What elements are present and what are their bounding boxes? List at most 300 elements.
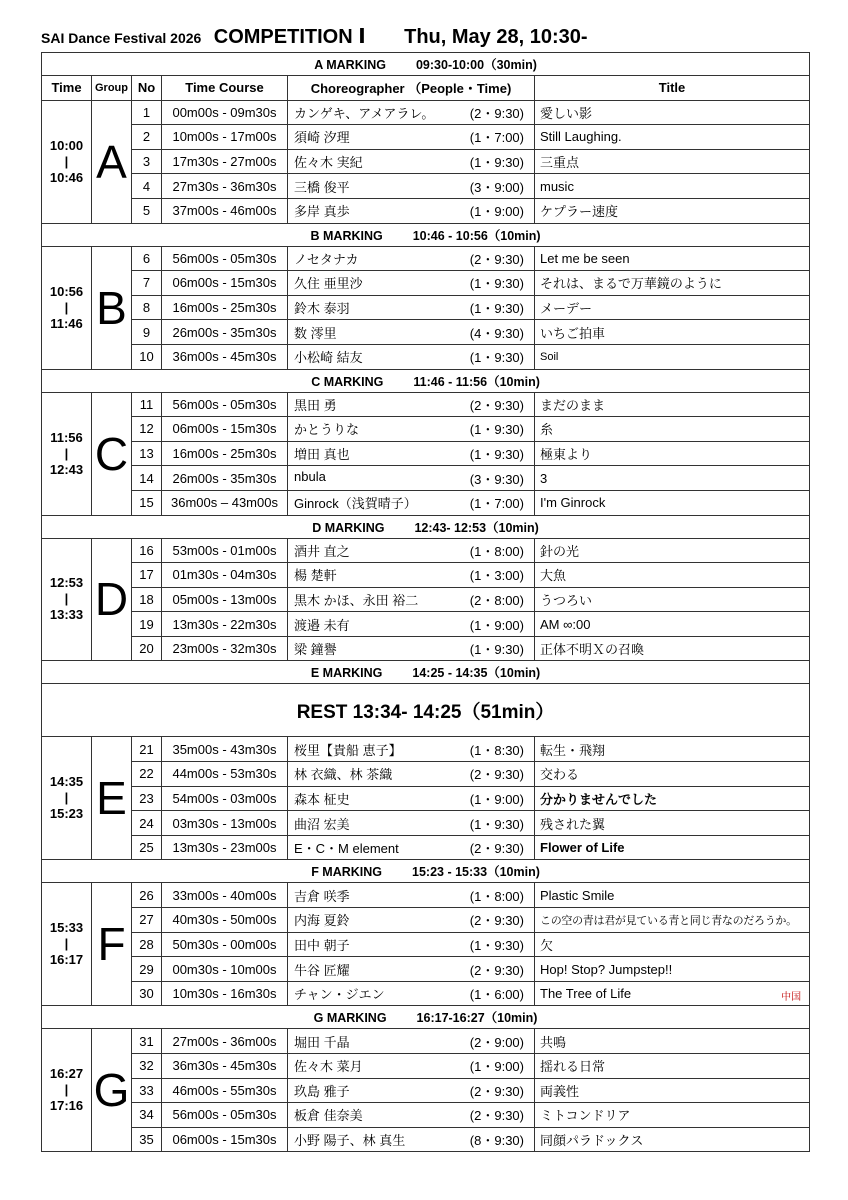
time-separator: |	[64, 790, 69, 806]
choreographer-name: 佐々木 菜月	[294, 1059, 363, 1075]
people-time: (1・8:00)	[469, 888, 524, 904]
title-cell	[535, 811, 810, 836]
entry-number: 32	[132, 1054, 162, 1079]
table-row	[42, 1078, 810, 1103]
title-cell	[535, 1127, 810, 1152]
entry-number: 23	[132, 786, 162, 811]
page-header	[41, 24, 588, 52]
marking-label: B MARKING	[310, 228, 383, 243]
title-cell	[535, 563, 810, 588]
choreographer-name: 桜里【貴船 恵子】	[294, 742, 402, 758]
people-time: (2・9:30)	[469, 1083, 524, 1099]
marking-label: F MARKING	[311, 865, 383, 880]
group-letter: A	[92, 100, 132, 223]
entry-number: 15	[132, 490, 162, 515]
table-row	[42, 466, 810, 491]
marking-label: C MARKING	[311, 374, 384, 389]
title-cell	[535, 957, 810, 982]
title-cell	[535, 125, 810, 150]
time-course: 50m30s - 00m00s	[162, 932, 288, 957]
time-course: 35m00s - 43m30s	[162, 737, 288, 762]
time-course: 00m00s - 09m30s	[162, 100, 288, 125]
choreographer-name: 黒木 かほ、永田 裕二	[294, 592, 419, 608]
people-time: (8・9:30)	[469, 1133, 524, 1149]
choreographer-name: かとうりな	[294, 422, 360, 438]
time-course: 36m00s – 43m00s	[162, 490, 288, 515]
people-time: (1・7:00)	[469, 130, 524, 146]
group-letter: E	[92, 737, 132, 860]
time-separator: |	[64, 299, 69, 315]
marking-row-b	[42, 223, 810, 246]
choreographer-cell	[288, 466, 535, 491]
choreographer-name: E・C・M element	[294, 841, 399, 857]
marking-label: A MARKING	[314, 58, 386, 72]
work-title: 分かりませんでした	[540, 791, 658, 807]
work-title: I'm Ginrock	[540, 495, 606, 511]
time-course: 10m30s - 16m30s	[162, 981, 288, 1006]
choreographer-name: 佐々木 実紀	[294, 155, 363, 171]
time-course: 56m00s - 05m30s	[162, 392, 288, 417]
people-time: (2・9:30)	[469, 767, 524, 783]
title-cell	[535, 320, 810, 345]
table-row	[42, 198, 810, 223]
group-time-range	[42, 737, 92, 860]
marking-cell	[42, 369, 810, 392]
entry-number: 20	[132, 636, 162, 661]
title-cell	[535, 100, 810, 125]
time-course: 17m30s - 27m00s	[162, 149, 288, 174]
group-time-range	[42, 1029, 92, 1152]
title-cell	[535, 932, 810, 957]
marking-time: 11:46 - 11:56（10min)	[413, 374, 540, 389]
work-title: 両義性	[540, 1083, 580, 1099]
time-end: 17:16	[49, 1098, 84, 1114]
choreographer-name: 久住 亜里沙	[294, 276, 363, 292]
table-row	[42, 587, 810, 612]
entry-number: 12	[132, 417, 162, 442]
marking-label: G MARKING	[313, 1011, 387, 1026]
people-time: (3・9:00)	[469, 179, 524, 195]
time-course: 16m00s - 25m30s	[162, 441, 288, 466]
work-title: Soil	[540, 350, 559, 363]
time-course: 36m30s - 45m30s	[162, 1054, 288, 1079]
entry-number: 17	[132, 563, 162, 588]
time-course: 54m00s - 03m00s	[162, 786, 288, 811]
marking-time: 12:43- 12:53（10min)	[414, 520, 539, 535]
choreographer-cell	[288, 932, 535, 957]
time-course: 46m00s - 55m30s	[162, 1078, 288, 1103]
table-row	[42, 174, 810, 199]
people-time: (3・9:30)	[469, 471, 524, 487]
entry-number: 24	[132, 811, 162, 836]
festival-name: SAI Dance Festival 2026	[41, 30, 202, 46]
time-course: 13m30s - 23m00s	[162, 835, 288, 860]
entry-number: 18	[132, 587, 162, 612]
marking-row-g	[42, 1006, 810, 1029]
time-end: 13:33	[49, 607, 84, 623]
choreographer-cell	[288, 295, 535, 320]
people-time: (2・8:00)	[469, 592, 524, 608]
group-letter: F	[92, 883, 132, 1006]
time-course: 10m00s - 17m00s	[162, 125, 288, 150]
group-time-range	[42, 538, 92, 661]
people-time: (1・9:30)	[469, 816, 524, 832]
choreographer-cell	[288, 908, 535, 933]
table-row	[42, 811, 810, 836]
work-title: メーデー	[540, 301, 593, 317]
time-course: 44m00s - 53m30s	[162, 762, 288, 787]
work-title: 交わる	[540, 767, 580, 783]
column-header-row	[42, 76, 810, 101]
entry-number: 9	[132, 320, 162, 345]
people-time: (2・9:00)	[469, 1034, 524, 1050]
choreographer-name: 三橋 俊平	[294, 179, 350, 195]
work-title: Still Laughing.	[540, 129, 622, 145]
entry-number: 22	[132, 762, 162, 787]
table-row	[42, 100, 810, 125]
title-cell	[535, 835, 810, 860]
title-cell	[535, 490, 810, 515]
time-course: 56m00s - 05m30s	[162, 1103, 288, 1128]
title-cell	[535, 246, 810, 271]
choreographer-name: 田中 朝子	[294, 937, 350, 953]
choreographer-name: ノセタナカ	[294, 251, 359, 267]
people-time: (1・9:30)	[469, 301, 524, 317]
choreographer-cell	[288, 737, 535, 762]
work-title: Let me be seen	[540, 250, 630, 266]
choreographer-name: 内海 夏鈴	[294, 913, 350, 929]
marking-row-f	[42, 860, 810, 883]
table-row	[42, 762, 810, 787]
choreographer-cell	[288, 198, 535, 223]
table-row	[42, 490, 810, 515]
choreographer-cell	[288, 538, 535, 563]
table-row	[42, 737, 810, 762]
people-time: (1・3:00)	[469, 568, 524, 584]
people-time: (1・9:30)	[469, 276, 524, 292]
people-time: (1・8:00)	[469, 543, 524, 559]
choreographer-cell	[288, 883, 535, 908]
work-title: 愛しい影	[540, 105, 593, 121]
time-end: 16:17	[49, 952, 84, 968]
choreographer-name: 楊 楚軒	[294, 568, 337, 584]
choreographer-name: 牛谷 匠耀	[294, 962, 350, 978]
time-start: 14:35	[49, 774, 84, 790]
time-start: 10:56	[49, 283, 84, 299]
work-title: Hop! Stop? Jumpstep!!	[540, 961, 673, 977]
time-course: 40m30s - 50m00s	[162, 908, 288, 933]
entry-number: 2	[132, 125, 162, 150]
title-cell	[535, 271, 810, 296]
entry-number: 28	[132, 932, 162, 957]
choreographer-name: 渡邉 未有	[294, 617, 350, 633]
table-row	[42, 149, 810, 174]
group-time-range	[42, 100, 92, 223]
choreographer-cell	[288, 957, 535, 982]
title-cell	[535, 417, 810, 442]
marking-cell	[42, 661, 810, 684]
work-title: 3	[540, 470, 548, 486]
title-cell	[535, 908, 810, 933]
title-cell	[535, 786, 810, 811]
work-title: Plastic Smile	[540, 887, 615, 903]
people-time: (1・9:00)	[469, 617, 524, 633]
choreographer-name: 小松崎 結友	[294, 350, 363, 366]
choreographer-name: 増田 真也	[294, 447, 350, 463]
work-title: 欠	[540, 937, 554, 953]
time-course: 26m00s - 35m30s	[162, 320, 288, 345]
choreographer-name: チャン・ジエン	[294, 987, 385, 1003]
choreographer-name: 玖島 雅子	[294, 1083, 350, 1099]
time-separator: |	[64, 153, 69, 169]
country-badge: 中国	[781, 991, 802, 1003]
people-time: (1・9:30)	[469, 155, 524, 171]
work-title: まだのまま	[540, 397, 606, 413]
people-time: (2・9:30)	[469, 962, 524, 978]
time-course: 23m00s - 32m30s	[162, 636, 288, 661]
table-row	[42, 441, 810, 466]
entry-number: 19	[132, 612, 162, 637]
people-time: (2・9:30)	[469, 841, 524, 857]
people-time: (1・9:00)	[469, 1059, 524, 1075]
time-start: 15:33	[49, 920, 84, 936]
choreographer-name: 森本 柾史	[294, 791, 350, 807]
time-course: 13m30s - 22m30s	[162, 612, 288, 637]
time-start: 12:53	[49, 575, 84, 591]
time-separator: |	[64, 936, 69, 952]
entry-number: 29	[132, 957, 162, 982]
table-row	[42, 271, 810, 296]
table-row	[42, 1029, 810, 1054]
time-start: 11:56	[50, 429, 83, 445]
choreographer-name: nbula	[294, 468, 326, 484]
title-cell	[535, 441, 810, 466]
time-course: 27m30s - 36m30s	[162, 174, 288, 199]
people-time: (2・9:30)	[469, 105, 524, 121]
people-time: (1・9:00)	[469, 791, 524, 807]
marking-row-d	[42, 515, 810, 538]
time-course: 53m00s - 01m00s	[162, 538, 288, 563]
table-row	[42, 295, 810, 320]
table-row	[42, 612, 810, 637]
entry-number: 27	[132, 908, 162, 933]
entry-number: 31	[132, 1029, 162, 1054]
time-end: 10:46	[49, 169, 84, 185]
choreographer-name: 鈴木 泰羽	[294, 301, 350, 317]
choreographer-cell	[288, 762, 535, 787]
group-letter: C	[92, 392, 132, 515]
time-course: 26m00s - 35m30s	[162, 466, 288, 491]
time-separator: |	[64, 1082, 69, 1098]
title-cell	[535, 344, 810, 369]
people-time: (2・9:30)	[469, 397, 524, 413]
table-row	[42, 417, 810, 442]
choreographer-cell	[288, 612, 535, 637]
marking-time: 09:30-10:00（30min)	[415, 58, 537, 72]
choreographer-name: 林 衣織、林 茶織	[294, 767, 393, 783]
time-course: 56m00s - 05m30s	[162, 246, 288, 271]
choreographer-name: 曲沼 宏美	[294, 816, 350, 832]
choreographer-cell	[288, 835, 535, 860]
people-time: (1・9:30)	[469, 447, 524, 463]
choreographer-name: 板倉 佳奈美	[294, 1108, 363, 1124]
title-cell	[535, 762, 810, 787]
choreographer-cell	[288, 246, 535, 271]
title-cell	[535, 612, 810, 637]
work-title: 共鳴	[540, 1034, 567, 1050]
table-row	[42, 883, 810, 908]
choreographer-name: 梁 鐘譽	[294, 642, 337, 658]
table-row	[42, 538, 810, 563]
choreographer-cell	[288, 344, 535, 369]
table-row	[42, 1103, 810, 1128]
entry-number: 14	[132, 466, 162, 491]
marking-row-a	[42, 53, 810, 76]
choreographer-name: Ginrock（浅賀晴子）	[294, 496, 417, 512]
time-course: 00m30s - 10m00s	[162, 957, 288, 982]
title-cell	[535, 198, 810, 223]
choreographer-name: 多岸 真歩	[294, 204, 350, 220]
people-time: (4・9:30)	[469, 325, 524, 341]
marking-cell	[42, 515, 810, 538]
entry-number: 35	[132, 1127, 162, 1152]
table-row	[42, 1127, 810, 1152]
group-letter: G	[92, 1029, 132, 1152]
table-row	[42, 636, 810, 661]
group-time-range	[42, 246, 92, 369]
choreographer-name: 吉倉 咲季	[294, 888, 350, 904]
work-title: 針の光	[540, 543, 580, 559]
entry-number: 13	[132, 441, 162, 466]
entry-number: 10	[132, 344, 162, 369]
choreographer-cell	[288, 1029, 535, 1054]
entry-number: 6	[132, 246, 162, 271]
choreographer-cell	[288, 490, 535, 515]
choreographer-cell	[288, 149, 535, 174]
time-course: 33m00s - 40m00s	[162, 883, 288, 908]
people-time: (1・8:30)	[469, 742, 524, 758]
group-time-range	[42, 392, 92, 515]
entry-number: 30	[132, 981, 162, 1006]
entry-number: 34	[132, 1103, 162, 1128]
time-start: 16:27	[49, 1066, 84, 1082]
table-row	[42, 908, 810, 933]
work-title: ケプラー速度	[540, 204, 619, 220]
choreographer-cell	[288, 441, 535, 466]
choreographer-cell	[288, 1103, 535, 1128]
marking-label: D MARKING	[312, 520, 385, 535]
table-row	[42, 835, 810, 860]
table-row	[42, 344, 810, 369]
choreographer-cell	[288, 125, 535, 150]
col-group: Group	[92, 76, 132, 101]
people-time: (2・9:30)	[469, 1108, 524, 1124]
table-row	[42, 563, 810, 588]
title-cell	[535, 737, 810, 762]
table-row	[42, 246, 810, 271]
title-cell	[535, 636, 810, 661]
marking-row-e	[42, 661, 810, 684]
table-row	[42, 392, 810, 417]
table-row	[42, 320, 810, 345]
entry-number: 11	[132, 392, 162, 417]
entry-number: 21	[132, 737, 162, 762]
table-row	[42, 1054, 810, 1079]
work-title: それは、まるで万華鏡のように	[540, 276, 722, 292]
col-time: Time	[42, 76, 92, 101]
people-time: (1・7:00)	[469, 496, 524, 512]
work-title: 極東より	[540, 447, 593, 463]
choreographer-name: 小野 陽子、林 真生	[294, 1133, 406, 1149]
choreographer-name: 黒田 勇	[294, 397, 337, 413]
title-cell	[535, 1078, 810, 1103]
title-cell	[535, 1029, 810, 1054]
time-course: 06m00s - 15m30s	[162, 1127, 288, 1152]
choreographer-cell	[288, 271, 535, 296]
title-cell	[535, 466, 810, 491]
people-time: (1・9:30)	[469, 422, 524, 438]
table-row	[42, 981, 810, 1006]
people-time: (2・9:30)	[469, 913, 524, 929]
title-cell	[535, 883, 810, 908]
title-cell	[535, 1054, 810, 1079]
people-time: (1・6:00)	[469, 987, 524, 1003]
time-end: 15:23	[49, 806, 84, 822]
work-title: 大魚	[540, 568, 567, 584]
people-time: (1・9:30)	[469, 937, 524, 953]
table-row	[42, 957, 810, 982]
time-course: 01m30s - 04m30s	[162, 563, 288, 588]
people-time: (1・9:00)	[469, 204, 524, 220]
time-course: 06m00s - 15m30s	[162, 417, 288, 442]
table-row	[42, 125, 810, 150]
time-separator: |	[64, 445, 69, 461]
work-title: 正体不明Ｘの召喚	[540, 642, 645, 658]
choreographer-cell	[288, 563, 535, 588]
entry-number: 7	[132, 271, 162, 296]
marking-label: E MARKING	[310, 666, 383, 681]
time-course: 37m00s - 46m00s	[162, 198, 288, 223]
work-title: うつろい	[540, 592, 593, 608]
people-time: (1・9:30)	[469, 350, 524, 366]
choreographer-cell	[288, 1054, 535, 1079]
choreographer-cell	[288, 392, 535, 417]
time-end: 12:43	[49, 461, 84, 477]
entry-number: 4	[132, 174, 162, 199]
choreographer-name: 数 澪里	[294, 325, 337, 341]
marking-cell	[42, 1006, 810, 1029]
work-title: 三重点	[540, 155, 580, 171]
choreographer-cell	[288, 417, 535, 442]
choreographer-cell	[288, 1078, 535, 1103]
choreographer-cell	[288, 1127, 535, 1152]
col-choreographer: Choreographer （People・Time)	[288, 76, 535, 101]
rest-label: REST 13:34- 14:25（51min）	[42, 684, 810, 737]
people-time: (1・9:30)	[469, 642, 524, 658]
time-course: 27m00s - 36m00s	[162, 1029, 288, 1054]
title-cell	[535, 1103, 810, 1128]
group-letter: B	[92, 246, 132, 369]
title-cell	[535, 149, 810, 174]
title-cell	[535, 174, 810, 199]
choreographer-name: カンゲキ、アメアラレ。	[294, 105, 435, 121]
work-title: Flower of Life	[540, 840, 625, 856]
choreographer-cell	[288, 786, 535, 811]
title-cell	[535, 587, 810, 612]
table-row	[42, 786, 810, 811]
choreographer-cell	[288, 636, 535, 661]
choreographer-cell	[288, 587, 535, 612]
